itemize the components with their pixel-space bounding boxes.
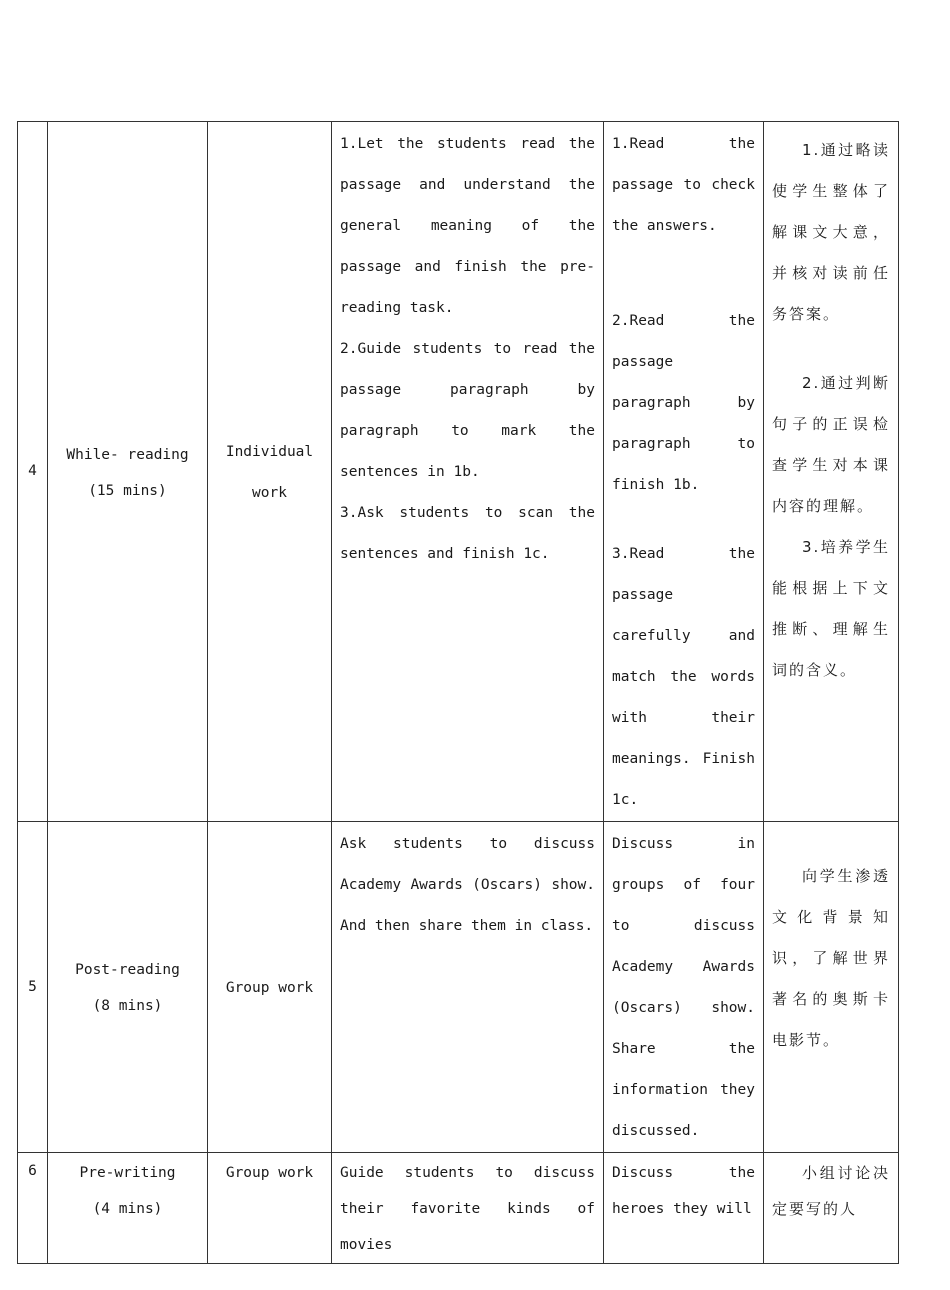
teacher-activity-cell [332, 822, 604, 1153]
step-number: 4 [18, 122, 48, 822]
purpose-cell [764, 122, 899, 822]
student-activity: 3.Read the passage carefully and match the words with their meanings. Finish 1c. [612, 546, 755, 808]
stage-name: Post-reading [75, 962, 180, 978]
student-activity: 1.Read the passage to check the answers. [612, 136, 755, 234]
spacer [772, 335, 890, 363]
design-purpose: 向学生渗透文化背景知识，了解世界著名的奥斯卡电影节。 [772, 867, 890, 1049]
teacher-activity: Guide students to discuss their favorite kinds of movies [340, 1165, 595, 1253]
form-line: Individual [225, 443, 314, 460]
design-purpose: 小组讨论决定要写的人 [772, 1164, 890, 1218]
stage-time: (15 mins) [88, 482, 167, 499]
stage-name: Pre-writing [79, 1165, 176, 1181]
design-purpose: 2.通过判断句子的正误检查学生对本课内容的理解。 [772, 374, 890, 515]
design-purpose: 3.培养学生能根据上下文推断、理解生词的含义。 [772, 538, 890, 679]
stage-cell [48, 1153, 208, 1264]
form-cell [208, 1153, 332, 1264]
teacher-activity: 2.Guide students to read the passage paragraph by paragraph to mark the sentences in 1b. [340, 341, 595, 480]
student-activity-cell [604, 822, 764, 1153]
form-line: Group work [225, 1165, 314, 1181]
table-row [18, 822, 899, 1153]
teacher-activity-cell [332, 122, 604, 822]
teacher-activity-cell [332, 1153, 604, 1264]
lesson-plan-table [17, 121, 899, 1264]
teacher-activity: Ask students to discuss Academy Awards (Oscars) show. And then share them in class. [340, 836, 595, 934]
table-row [18, 122, 899, 822]
student-activity: 2.Read the passage paragraph by paragraph to finish 1b. [612, 313, 755, 493]
form-cell [208, 122, 332, 822]
student-activity: Discuss in groups of four to discuss Academy Awards (Oscars) show. Share the information they discussed. [612, 836, 755, 1139]
form-cell [208, 822, 332, 1153]
step-number: 6 [18, 1153, 48, 1264]
stage-name: While- reading [66, 446, 189, 463]
table-row [18, 1153, 899, 1264]
student-activity: Discuss the heroes they will [612, 1165, 755, 1217]
design-purpose: 1.通过略读使学生整体了解课文大意，并核对读前任务答案。 [772, 141, 890, 323]
spacer [612, 506, 755, 534]
step-number: 5 [18, 822, 48, 1153]
form-line: work [252, 484, 287, 501]
purpose-cell [764, 822, 899, 1153]
stage-time: (4 mins) [92, 1201, 163, 1217]
student-activity-cell [604, 122, 764, 822]
stage-time: (8 mins) [92, 998, 163, 1014]
student-activity-cell [604, 1153, 764, 1264]
stage-cell [48, 822, 208, 1153]
stage-cell [48, 122, 208, 822]
teacher-activity: 3.Ask students to scan the sentences and finish 1c. [340, 505, 595, 562]
purpose-cell [764, 1153, 899, 1264]
spacer [612, 247, 755, 301]
teacher-activity: 1.Let the students read the passage and understand the general meaning of the passage and finish the pre-reading task. [340, 136, 595, 316]
form-line: Group work [225, 979, 314, 996]
